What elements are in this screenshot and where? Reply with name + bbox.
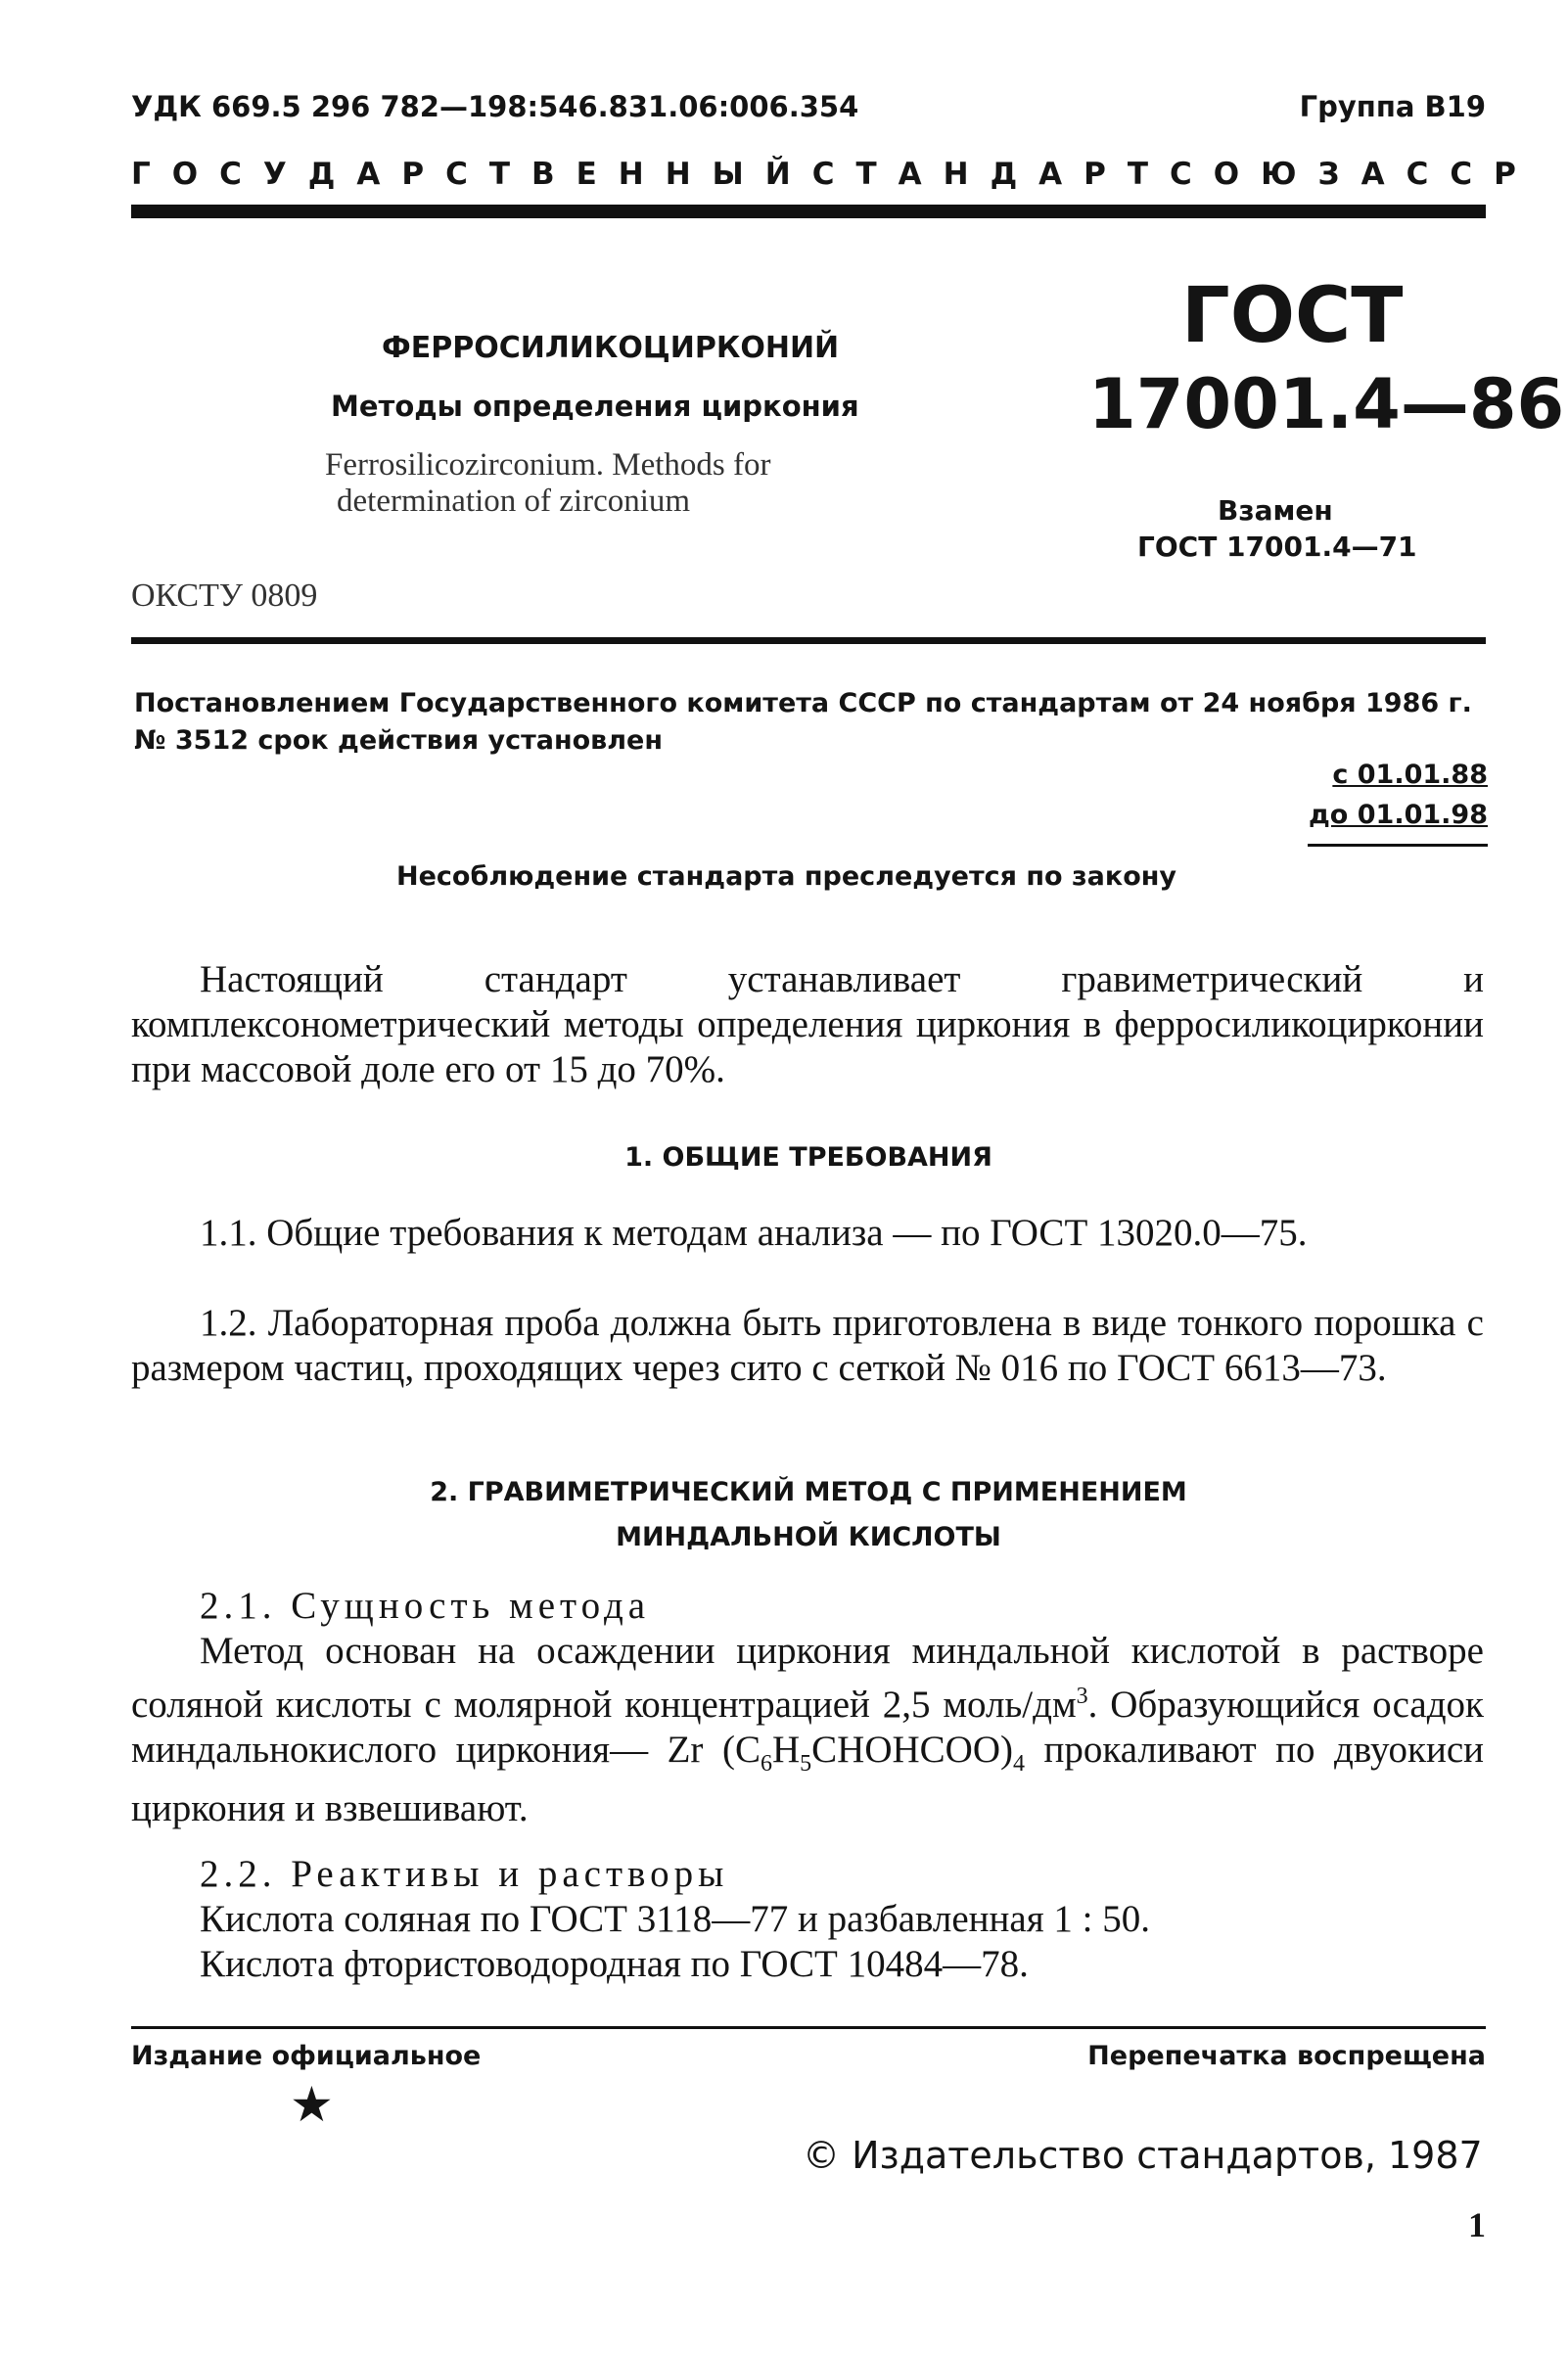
paragraph-1-1: 1.1. Общие требования к методам анализа — по ГОСТ 13020.0—75. (200, 1212, 1308, 1254)
star-icon: ★ (290, 2076, 334, 2133)
copyright-notice: © Издательство стандартов, 1987 (803, 2134, 1483, 2177)
paragraph-2-1-heading: 2.1. Сущность метода (200, 1585, 651, 1627)
p21-superscript: 3 (1076, 1684, 1088, 1709)
state-standard-word: ССР (1406, 157, 1538, 192)
p21-text-d: прокаливают по двуокиси циркония и взвешивают. (131, 1729, 1485, 1829)
intro-paragraph: Настоящий стандарт устанавливает гравиметрический и комплексонометрический методы определения циркония в ферросиликоцирконии при массовой доле его от 15 до 70%. (131, 958, 1484, 1090)
penalty-notice: Несоблюдение стандарта преследуется по закону (396, 861, 1177, 892)
section-2-title-line1: 2. ГРАВИМЕТРИЧЕСКИЙ МЕТОД С ПРИМЕНЕНИЕМ (430, 1477, 1187, 1507)
reagent-hydrochloric-acid: Кислота соляная по ГОСТ 3118—77 и разбавленная 1 : 50. (200, 1898, 1151, 1940)
page-number: 1 (1468, 2205, 1486, 2244)
group-code: Группа В19 (1299, 90, 1486, 123)
english-title-line2: determination of zirconium (337, 484, 691, 519)
english-title-line1: Ferrosilicozirconium. Methods for (325, 447, 771, 483)
title-rule (131, 637, 1486, 644)
paragraph-2-2-heading: 2.2. Реактивы и растворы (200, 1853, 729, 1895)
replaces-label: Взамен (1218, 494, 1333, 527)
valid-to-date: до 01.01.98 (1309, 800, 1488, 830)
paragraph-1-2: 1.2. Лабораторная проба должна быть приготовлена в виде тонкого порошка с размером частиц, проходящих через сито с сеткой № 016 по ГОСТ 6613—73. (131, 1302, 1484, 1389)
udk-code: УДК 669.5 296 782—198:546.831.06:006.354 (131, 90, 859, 123)
gost-number: 17001.4—86 (1088, 364, 1565, 444)
section-2-title-line2: МИНДАЛЬНОЙ КИСЛОТЫ (616, 1522, 1001, 1552)
reagent-hydrofluoric-acid: Кислота фтористоводородная по ГОСТ 10484—78. (200, 1943, 1029, 1985)
header-rule (131, 205, 1486, 218)
replaced-gost: ГОСТ 17001.4—71 (1137, 531, 1417, 563)
paragraph-2-1-text (131, 1629, 1484, 1831)
formula-sub-6: 6 (760, 1750, 772, 1777)
valid-from-date: с 01.01.88 (1332, 760, 1488, 790)
official-edition-label: Издание официальное (131, 2041, 482, 2071)
document-title: ФЕРРОСИЛИКОЦИРКОНИЙ (382, 331, 840, 365)
formula-sub-5: 5 (800, 1750, 812, 1777)
dates-rule (1308, 844, 1488, 847)
p21-text-c: CHOHCOO) (811, 1729, 1013, 1771)
section-1-title: 1. ОБЩИЕ ТРЕБОВАНИЯ (624, 1142, 992, 1173)
gost-label: ГОСТ (1181, 272, 1404, 360)
state-standard-word: ГОСУДАРСТВЕННЫЙ (131, 157, 812, 192)
state-standard-word: СОЮЗА (1170, 157, 1407, 192)
p21-text-b: . Образующийся осадок миндальнокислого циркония— Zr (C (131, 1684, 1485, 1771)
p21-text-a: Метод основан на осаждении циркония миндальной кислотой в растворе соляной кислоты с молярной концентрацией 2,5 моль/дм (131, 1630, 1484, 1726)
document-subtitle: Методы определения циркония (331, 390, 859, 423)
okstu-code: ОКСТУ 0809 (131, 577, 318, 614)
formula-h: H (771, 1729, 801, 1771)
reprint-prohibited-label: Перепечатка воспрещена (1087, 2041, 1486, 2071)
decree-text: Постановлением Государственного комитета СССР по стандартам от 24 ноября 1986 г. № 3512 срок действия установлен (134, 688, 1472, 756)
state-standard-heading (131, 157, 1538, 192)
state-standard-word: СТАНДАРТ (811, 157, 1171, 192)
footer-rule (131, 2026, 1486, 2029)
formula-sub-4: 4 (1012, 1750, 1025, 1777)
section-2-title (131, 1470, 1486, 1560)
